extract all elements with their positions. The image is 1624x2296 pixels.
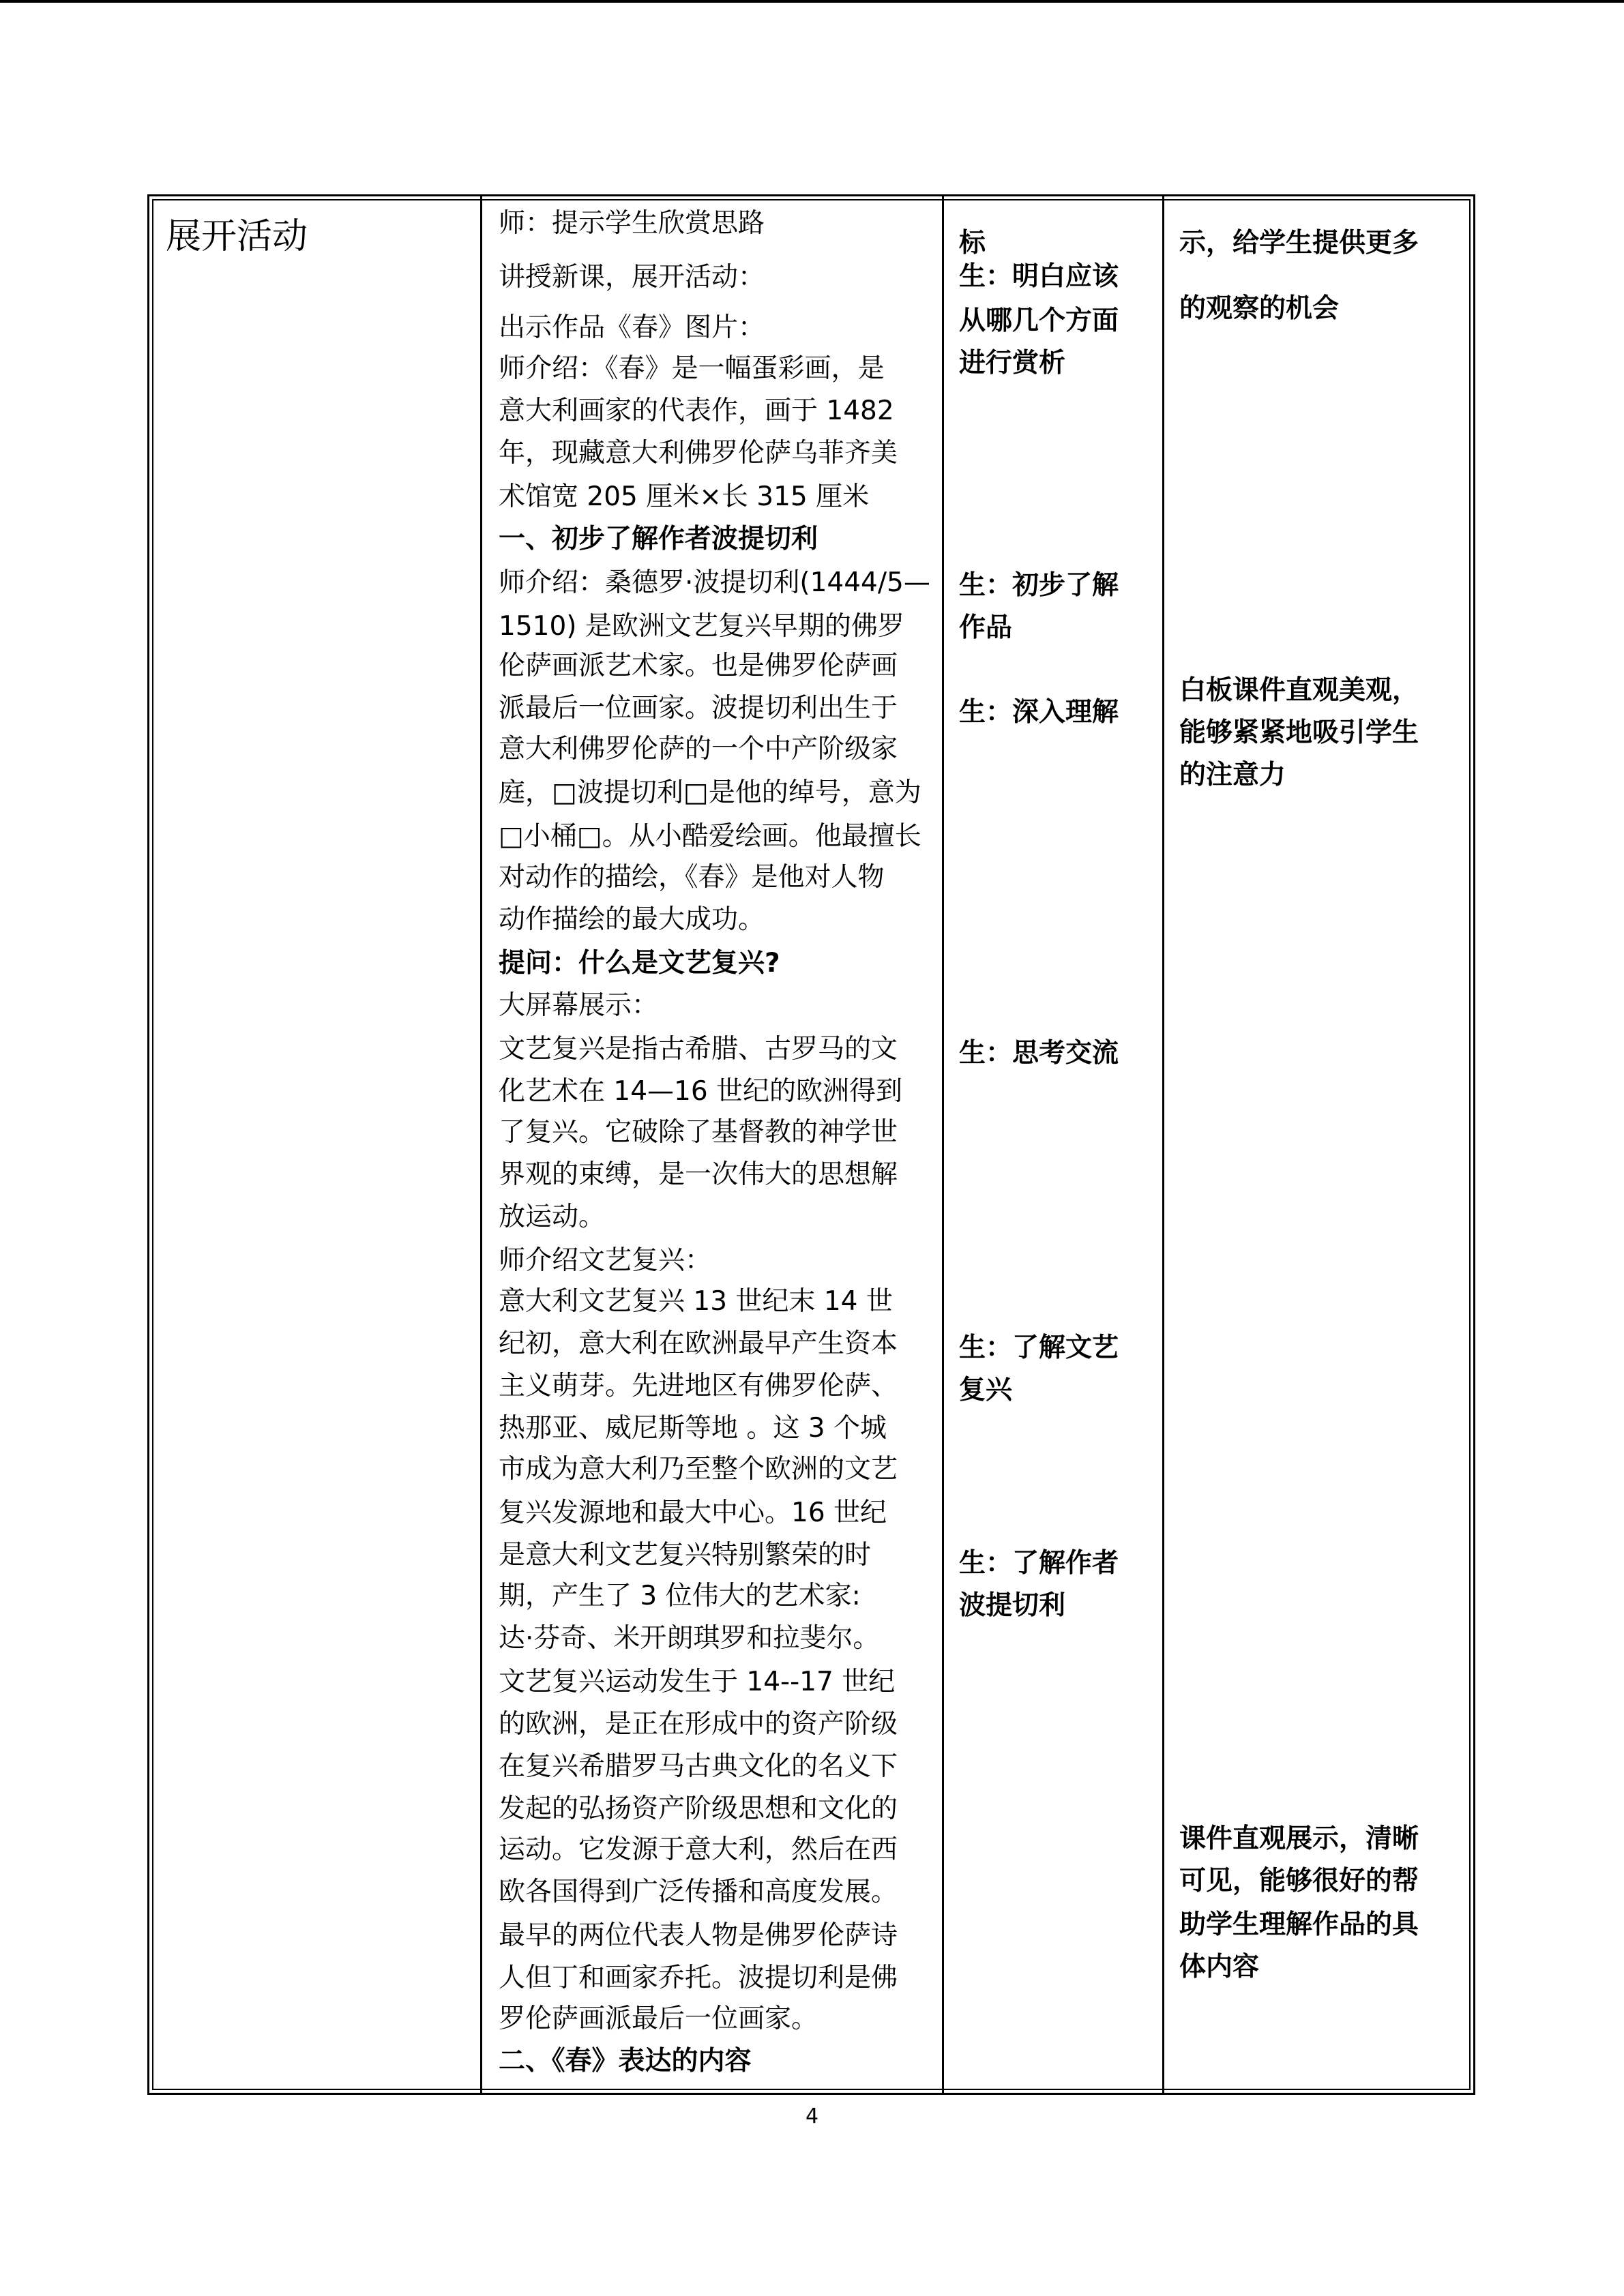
teacher-activity-line: 人但丁和画家乔托。波提切利是佛 xyxy=(499,1963,898,1993)
teacher-activity-line: 文艺复兴是指古希腊、古罗马的文 xyxy=(499,1034,898,1064)
teacher-activity-line: 伦萨画派艺术家。也是佛罗伦萨画 xyxy=(499,651,898,681)
teacher-activity-line: 市成为意大利乃至整个欧洲的文艺 xyxy=(499,1454,898,1485)
teacher-activity-line: 师介绍文艺复兴： xyxy=(499,1245,712,1276)
page-number: 4 xyxy=(805,2104,819,2128)
student-activity-column xyxy=(944,196,1162,2093)
teacher-activity-line: 二、《春》表达的内容 xyxy=(499,2046,752,2076)
teacher-activity-line: 了复兴。它破除了基督教的神学世 xyxy=(499,1117,898,1148)
student-activity-line: 进行赏析 xyxy=(959,348,1066,378)
teacher-activity-line: □小桶□。从小酷爱绘画。他最擅长 xyxy=(499,821,921,852)
design-intent-line: 的观察的机会 xyxy=(1179,293,1340,324)
teacher-activity-line: 发起的弘扬资产阶级思想和文化的 xyxy=(499,1793,898,1824)
teacher-activity-line: 期，产生了 3 位伟大的艺术家: xyxy=(499,1581,861,1611)
lesson-plan-table xyxy=(147,194,1475,2095)
student-activity-line: 复兴 xyxy=(959,1375,1013,1405)
design-intent-column xyxy=(1164,196,1475,2093)
student-activity-line: 生：了解作者 xyxy=(959,1548,1119,1579)
teacher-activity-line: 放运动。 xyxy=(499,1202,606,1232)
teacher-activity-line: 罗伦萨画派最后一位画家。 xyxy=(499,2003,818,2034)
teacher-activity-line: 一、初步了解作者波提切利 xyxy=(499,524,818,554)
teacher-activity-line: 达·芬奇、米开朗琪罗和拉斐尔。 xyxy=(499,1623,880,1654)
teacher-activity-line: 大屏幕展示： xyxy=(499,990,659,1021)
student-activity-line: 生：深入理解 xyxy=(959,697,1119,728)
teacher-activity-line: 1510) 是欧洲文艺复兴早期的佛罗 xyxy=(499,611,904,642)
design-intent-line: 白板课件直观美观， xyxy=(1179,675,1419,706)
design-intent-line: 体内容 xyxy=(1179,1952,1260,1982)
teacher-activity-line: 师介绍：桑德罗·波提切利(1444/5— xyxy=(499,567,930,598)
design-intent-line: 助学生理解作品的具 xyxy=(1179,1909,1419,1940)
teacher-activity-line: 化艺术在 14—16 世纪的欧洲得到 xyxy=(499,1076,903,1107)
stage-column xyxy=(149,196,480,2093)
student-activity-line: 生：明白应该 xyxy=(959,261,1119,292)
student-activity-line: 生：思考交流 xyxy=(959,1038,1119,1069)
teacher-activity-line: 提问：什么是文艺复兴? xyxy=(499,948,780,979)
design-intent-line: 的注意力 xyxy=(1179,760,1286,790)
teacher-activity-line: 文艺复兴运动发生于 14--17 世纪 xyxy=(499,1667,896,1697)
teacher-activity-line: 师：提示学生欣赏思路 xyxy=(499,208,765,239)
section-title: 展开活动 xyxy=(166,216,308,257)
student-activity-line: 作品 xyxy=(959,612,1013,643)
teacher-activity-line: 最早的两位代表人物是佛罗伦萨诗 xyxy=(499,1920,898,1951)
top-border-line xyxy=(0,0,1624,3)
teacher-activity-line: 术馆宽 205 厘米×长 315 厘米 xyxy=(499,481,870,512)
student-activity-line: 生：初步了解 xyxy=(959,570,1119,601)
teacher-activity-line: 意大利文艺复兴 13 世纪末 14 世 xyxy=(499,1286,893,1317)
student-activity-line: 标 xyxy=(959,228,986,258)
teacher-activity-line: 欧各国得到广泛传播和高度发展。 xyxy=(499,1877,898,1907)
design-intent-line: 示，给学生提供更多 xyxy=(1179,228,1419,258)
teacher-activity-line: 运动。它发源于意大利，然后在西 xyxy=(499,1834,898,1865)
teacher-activity-line: 纪初，意大利在欧洲最早产生资本 xyxy=(499,1328,898,1359)
design-intent-line: 能够紧紧地吸引学生 xyxy=(1179,717,1419,748)
teacher-activity-line: 动作描绘的最大成功。 xyxy=(499,904,765,935)
student-activity-line: 波提切利 xyxy=(959,1590,1066,1621)
design-intent-line: 课件直观展示，清晰 xyxy=(1179,1823,1419,1854)
teacher-activity-line: 派最后一位画家。波提切利出生于 xyxy=(499,693,898,724)
teacher-activity-line: 在复兴希腊罗马古典文化的名义下 xyxy=(499,1751,898,1782)
teacher-activity-line: 主义萌芽。先进地区有佛罗伦萨、 xyxy=(499,1371,898,1401)
teacher-activity-line: 出示作品《春》图片： xyxy=(499,312,765,343)
teacher-activity-line: 复兴发源地和最大中心。16 世纪 xyxy=(499,1497,887,1528)
teacher-activity-line: 界观的束缚，是一次伟大的思想解 xyxy=(499,1159,898,1190)
teacher-activity-line: 庭，□波提切利□是他的绰号，意为 xyxy=(499,777,921,808)
teacher-activity-line: 意大利佛罗伦萨的一个中产阶级家 xyxy=(499,734,898,764)
teacher-activity-column xyxy=(482,196,942,2093)
teacher-activity-line: 是意大利文艺复兴特别繁荣的时 xyxy=(499,1540,872,1570)
teacher-activity-line: 热那亚、威尼斯等地 。这 3 个城 xyxy=(499,1413,887,1444)
design-intent-line: 可见，能够很好的帮 xyxy=(1179,1866,1419,1896)
student-activity-line: 生：了解文艺 xyxy=(959,1332,1119,1363)
teacher-activity-line: 年，现藏意大利佛罗伦萨乌菲齐美 xyxy=(499,438,898,468)
teacher-activity-line: 师介绍：《春》是一幅蛋彩画，是 xyxy=(499,353,885,384)
teacher-activity-line: 意大利画家的代表作，画于 1482 xyxy=(499,396,894,426)
teacher-activity-line: 对动作的描绘，《春》是他对人物 xyxy=(499,862,885,893)
teacher-activity-line: 讲授新课，展开活动： xyxy=(499,262,765,293)
teacher-activity-line: 的欧洲，是正在形成中的资产阶级 xyxy=(499,1709,898,1740)
student-activity-line: 从哪几个方面 xyxy=(959,305,1119,336)
